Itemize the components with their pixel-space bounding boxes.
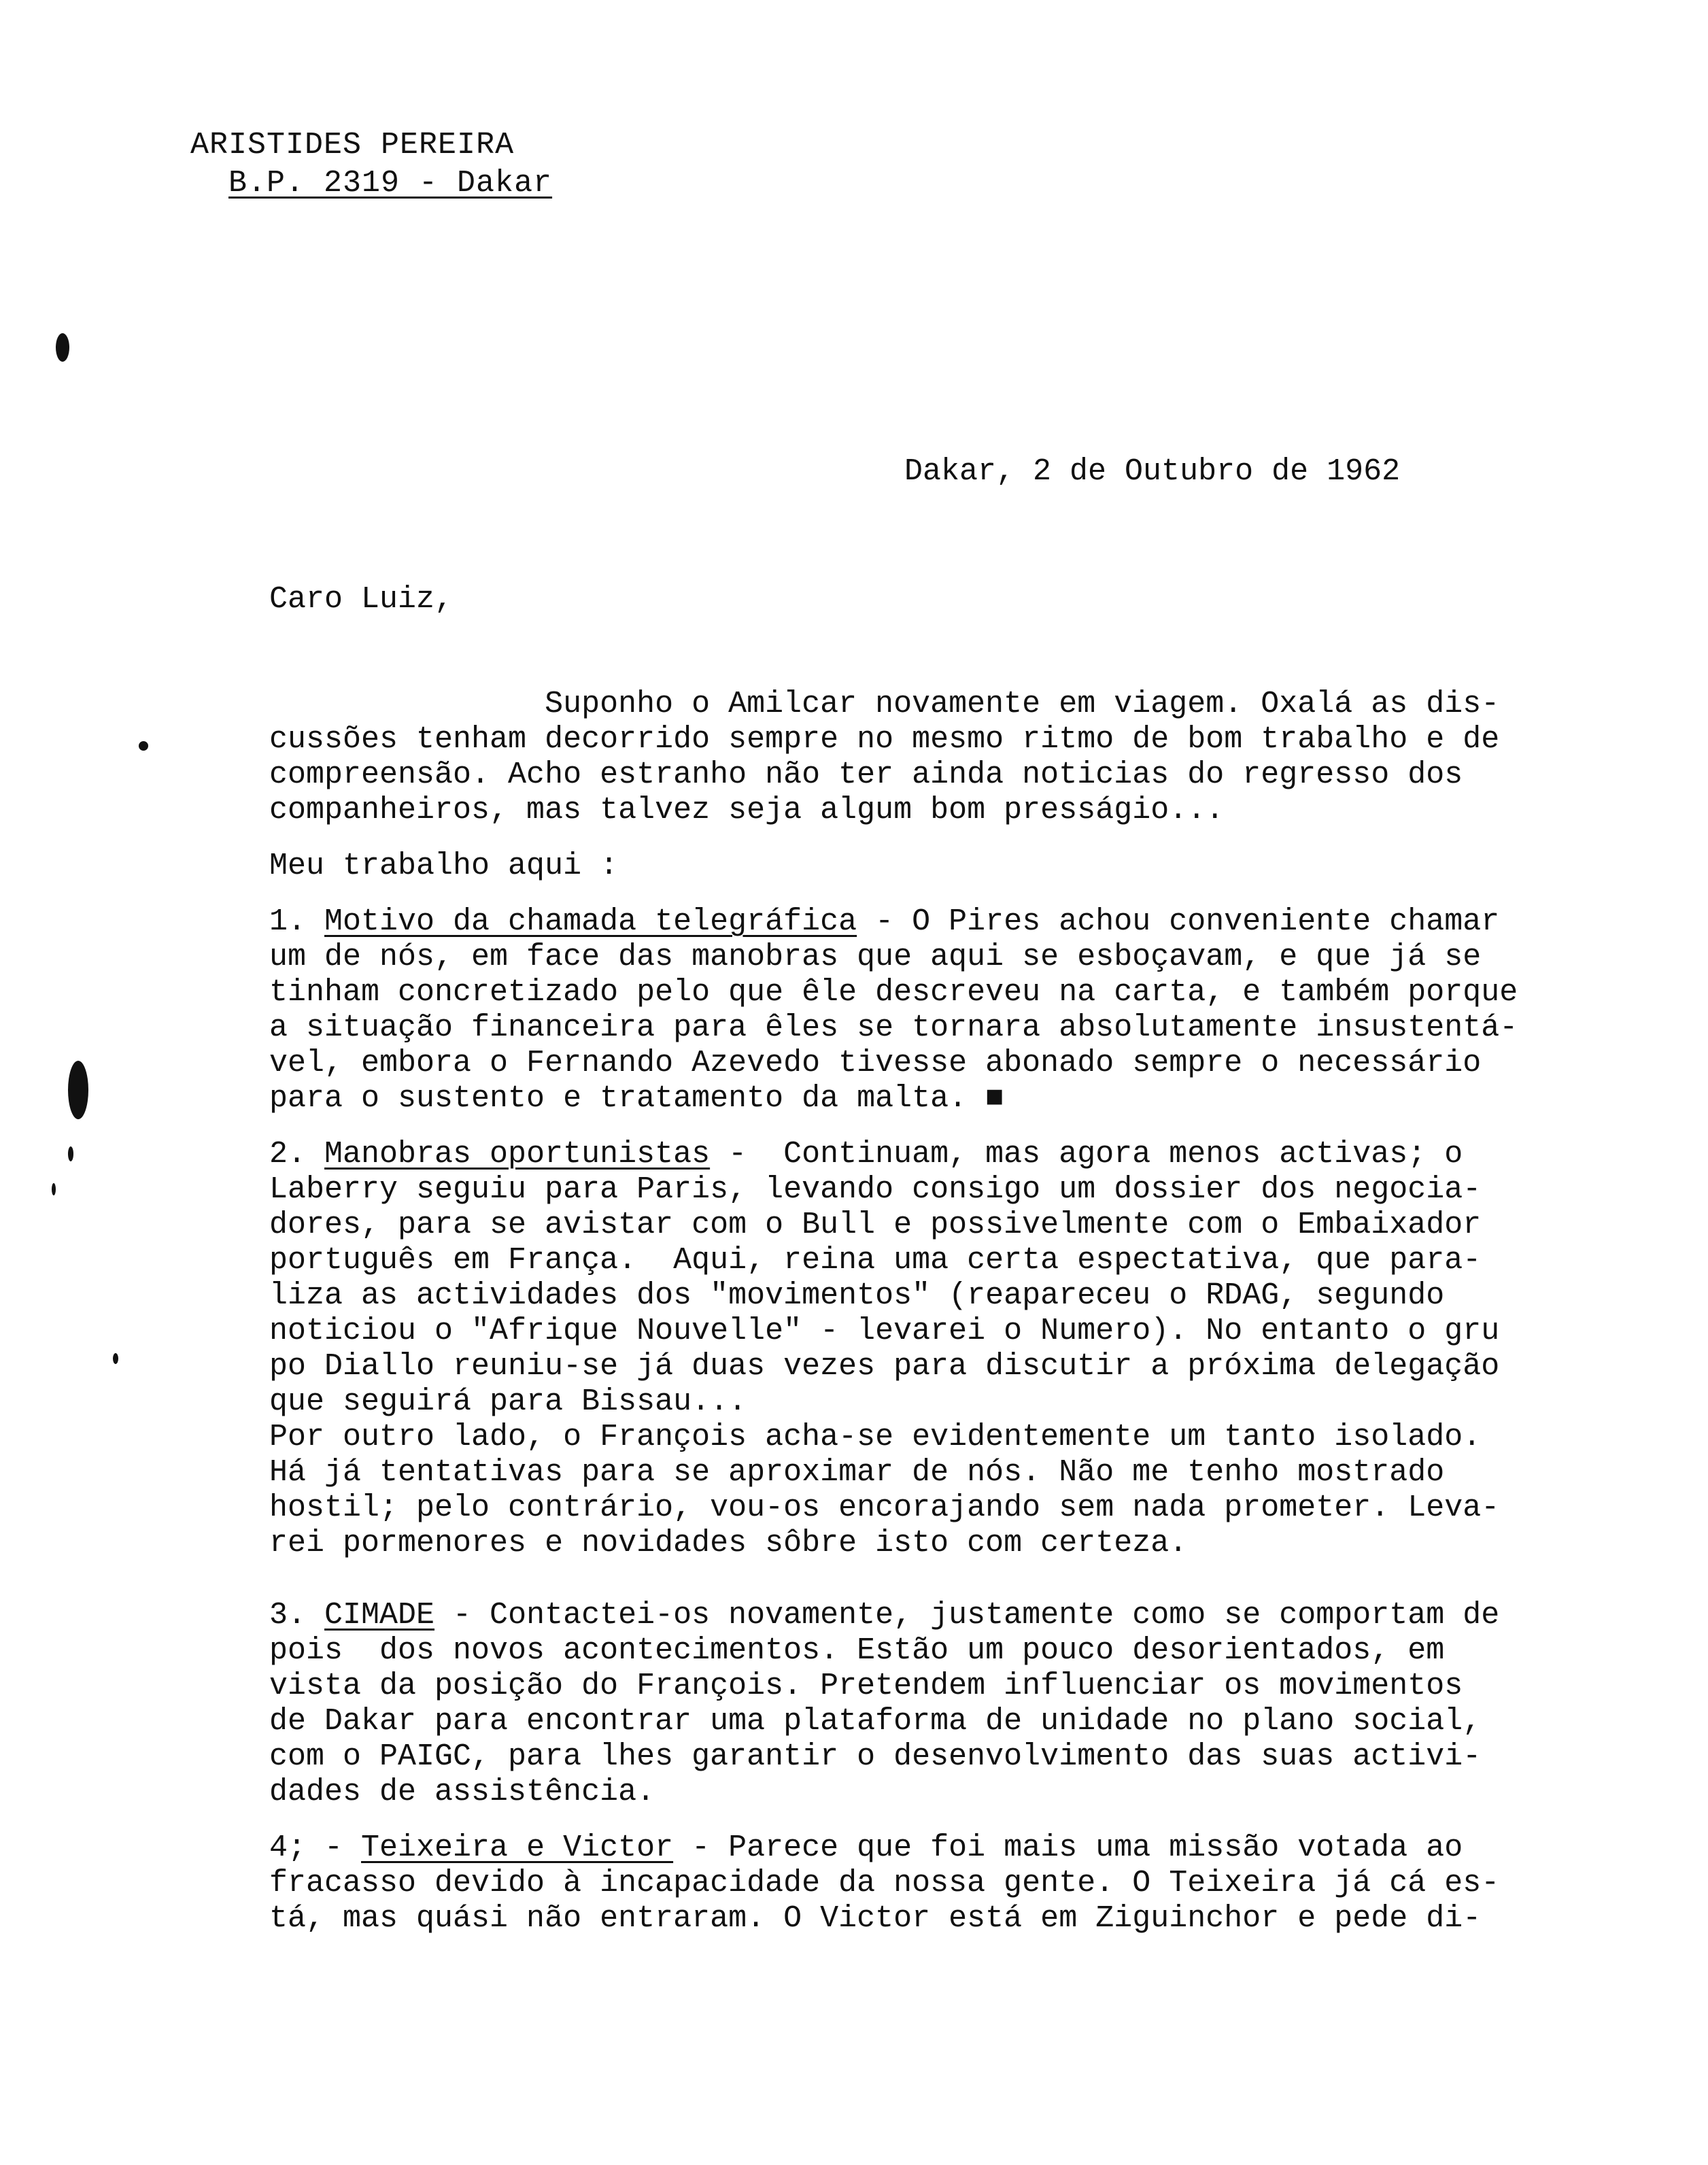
item-line: um de nós, em face das manobras que aqui se esboçavam, e que já se bbox=[269, 940, 1482, 974]
item-title: CIMADE bbox=[324, 1598, 435, 1633]
salutation: Caro Luiz, bbox=[269, 582, 454, 617]
work-heading-paragraph bbox=[269, 849, 1656, 884]
item-first-rest: - Contactei-os novamente, justamente como se comportam de bbox=[434, 1598, 1500, 1633]
item-line: noticiou o "Afrique Nouvelle" - levarei o Numero). No entanto o gru bbox=[269, 1314, 1500, 1348]
item-line: tá, mas quási não entraram. O Victor está em Ziguinchor e pede di- bbox=[269, 1901, 1482, 1936]
intro-line: companheiros, mas talvez seja algum bom presságio... bbox=[269, 793, 1225, 828]
item-first-rest: - Continuam, mas agora menos activas; o bbox=[710, 1137, 1463, 1172]
intro-line: cussões tenham decorrido sempre no mesmo ritmo de bom trabalho e de bbox=[269, 722, 1500, 757]
item-paragraph-4 bbox=[269, 1830, 1656, 1937]
sender-name: ARISTIDES PEREIRA bbox=[190, 128, 515, 163]
item-paragraph-1 bbox=[269, 904, 1656, 1116]
work-heading: Meu trabalho aqui : bbox=[269, 849, 619, 883]
item-line: Há já tentativas para se aproximar de nós. Não me tenho mostrado bbox=[269, 1455, 1445, 1490]
item-paragraph-2 bbox=[269, 1137, 1656, 1561]
item-first-rest: - Parece que foi mais uma missão votada ao bbox=[673, 1830, 1463, 1865]
item-first-line bbox=[269, 904, 1656, 940]
item-number: 1. bbox=[269, 904, 325, 939]
ink-spot-mark bbox=[52, 1183, 56, 1195]
item-line: rei pormenores e novidades sôbre isto com certeza. bbox=[269, 1526, 1188, 1561]
intro-line: Suponho o Amilcar novamente em viagem. Oxalá as dis- bbox=[269, 687, 1500, 721]
sender-address: B.P. 2319 - Dakar bbox=[228, 166, 553, 201]
item-line: dades de assistência. bbox=[269, 1775, 655, 1809]
item-title: Manobras oportunistas bbox=[324, 1137, 711, 1172]
item-line: Por outro lado, o François acha-se evidentemente um tanto isolado. bbox=[269, 1420, 1482, 1454]
intro-line: compreensão. Acho estranho não ter ainda noticias do regresso dos bbox=[269, 757, 1463, 792]
item-line: de Dakar para encontrar uma plataforma de unidade no plano social, bbox=[269, 1704, 1482, 1739]
item-line: vel, embora o Fernando Azevedo tivesse abonado sempre o necessário bbox=[269, 1046, 1482, 1080]
ink-spot-mark bbox=[139, 741, 148, 751]
item-first-rest: - O Pires achou conveniente chamar bbox=[857, 904, 1500, 939]
item-line: dores, para se avistar com o Bull e possivelmente com o Embaixador bbox=[269, 1208, 1482, 1242]
item-line: pois dos novos acontecimentos. Estão um pouco desorientados, em bbox=[269, 1633, 1445, 1668]
item-title: Teixeira e Victor bbox=[361, 1830, 674, 1865]
letter-body bbox=[269, 687, 1656, 1957]
item-line: português em França. Aqui, reina uma certa espectativa, que para- bbox=[269, 1243, 1482, 1278]
item-line: para o sustento e tratamento da malta. ■ bbox=[269, 1081, 1004, 1116]
item-line: po Diallo reuniu-se já duas vezes para discutir a próxima delegação bbox=[269, 1349, 1500, 1384]
item-first-line bbox=[269, 1598, 1656, 1633]
item-line: Laberry seguiu para Paris, levando consigo um dossier dos negocia- bbox=[269, 1172, 1482, 1207]
letter-date: Dakar, 2 de Outubro de 1962 bbox=[904, 454, 1401, 489]
item-number: 3. bbox=[269, 1598, 325, 1633]
ink-spot-mark bbox=[68, 1146, 73, 1161]
item-paragraph-3 bbox=[269, 1598, 1656, 1810]
item-line: tinham concretizado pelo que êle descreveu na carta, e também porque bbox=[269, 975, 1518, 1010]
ink-spot-mark bbox=[113, 1353, 118, 1364]
sender-block bbox=[190, 126, 552, 203]
item-line: com o PAIGC, para lhes garantir o desenvolvimento das suas activi- bbox=[269, 1739, 1482, 1774]
item-number: 2. bbox=[269, 1137, 325, 1172]
item-line: liza as actividades dos "movimentos" (reapareceu o RDAG, segundo bbox=[269, 1278, 1445, 1313]
item-line: fracasso devido à incapacidade da nossa gente. O Teixeira já cá es- bbox=[269, 1866, 1500, 1900]
intro-paragraph bbox=[269, 687, 1656, 828]
punch-hole-mark bbox=[68, 1061, 88, 1119]
item-first-line bbox=[269, 1830, 1656, 1866]
punch-hole-mark bbox=[56, 333, 69, 362]
item-line: vista da posição do François. Pretendem influenciar os movimentos bbox=[269, 1669, 1463, 1703]
item-line: a situação financeira para êles se tornara absolutamente insustentá- bbox=[269, 1010, 1518, 1045]
item-number: 4; - bbox=[269, 1830, 362, 1865]
item-first-line bbox=[269, 1137, 1656, 1172]
item-line: que seguirá para Bissau... bbox=[269, 1384, 747, 1419]
item-line: hostil; pelo contrário, vou-os encorajando sem nada prometer. Leva- bbox=[269, 1490, 1500, 1525]
item-title: Motivo da chamada telegráfica bbox=[324, 904, 857, 939]
